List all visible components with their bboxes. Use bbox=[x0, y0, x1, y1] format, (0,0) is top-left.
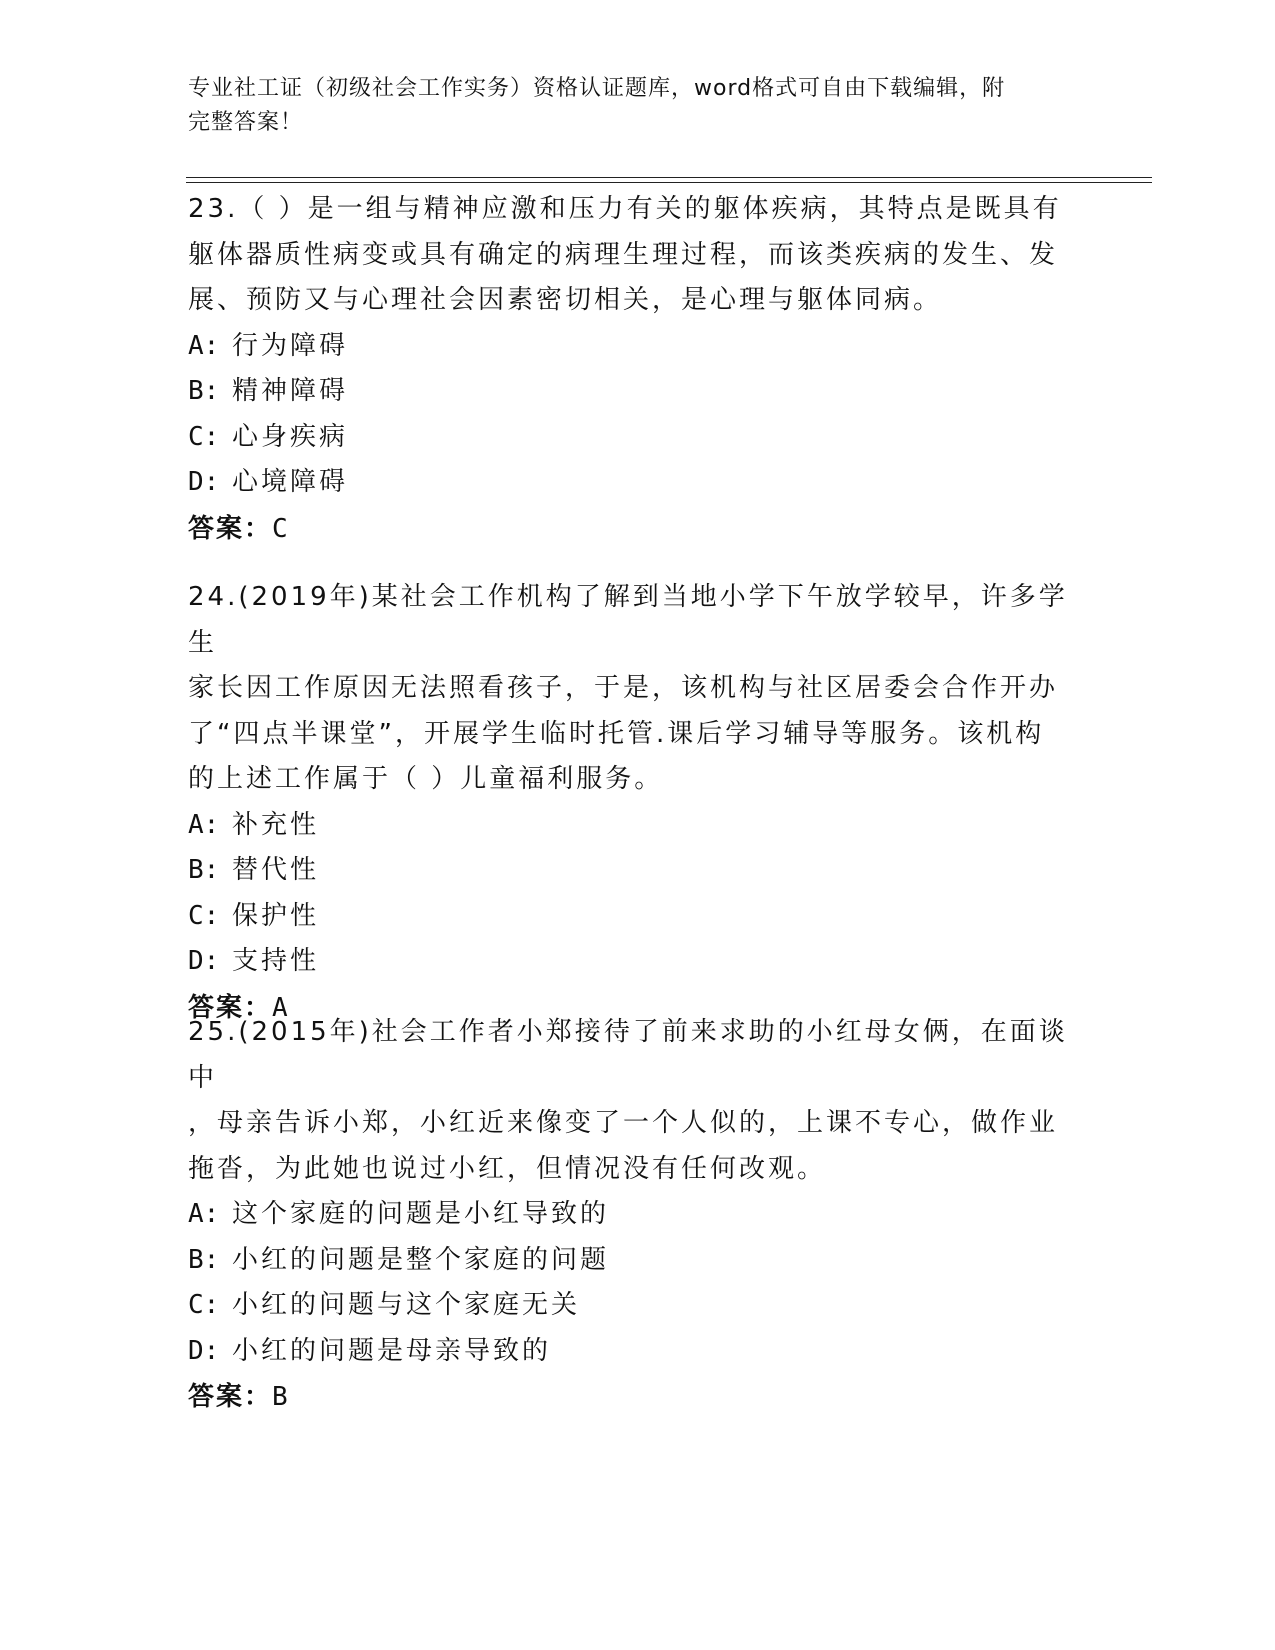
header-divider-bottom bbox=[186, 182, 1152, 183]
option-letter: D: bbox=[188, 1335, 220, 1366]
option-letter: C: bbox=[188, 1290, 220, 1320]
option-letter: B: bbox=[188, 376, 220, 406]
question-line: 家长因工作原因无法照看孩子，于是，该机构与社区居委会合作开办 bbox=[188, 673, 1059, 703]
answer-value: C bbox=[272, 513, 288, 544]
option-letter: A: bbox=[188, 330, 220, 361]
header-line-1: 专业社工证（初级社会工作实务）资格认证题库，word格式可自由下载编辑，附 bbox=[188, 76, 1006, 101]
option-c bbox=[188, 894, 1088, 940]
option-d bbox=[188, 939, 1088, 985]
option-letter: B: bbox=[188, 1244, 220, 1275]
question-line: 拖沓，为此她也说过小红，但情况没有任何改观。 bbox=[188, 1153, 827, 1184]
header-divider-top bbox=[186, 177, 1152, 178]
option-d bbox=[188, 1329, 1088, 1375]
option-text: 保护性 bbox=[232, 900, 320, 931]
option-text: 行为障碍 bbox=[232, 330, 349, 361]
header-line-2: 完整答案！ bbox=[188, 110, 304, 135]
answer-value: B bbox=[272, 1382, 288, 1412]
question-25 bbox=[188, 1010, 1088, 1420]
question-line: 的上述工作属于（ ）儿童福利服务。 bbox=[188, 764, 664, 794]
option-text: 这个家庭的问题是小红导致的 bbox=[232, 1199, 610, 1229]
option-text: 小红的问题是母亲导致的 bbox=[232, 1335, 552, 1366]
option-b bbox=[188, 1238, 1088, 1284]
option-text: 支持性 bbox=[232, 946, 320, 976]
option-a bbox=[188, 324, 1088, 370]
option-a bbox=[188, 1192, 1088, 1238]
option-letter: B: bbox=[188, 855, 220, 885]
answer bbox=[188, 506, 1088, 552]
option-letter: C: bbox=[188, 421, 220, 452]
question-line: 23.（ ）是一组与精神应激和压力有关的躯体疾病，其特点是既具有 bbox=[188, 194, 1062, 224]
option-text: 心境障碍 bbox=[232, 467, 349, 497]
answer-label: 答案： bbox=[188, 1382, 273, 1412]
answer-label: 答案： bbox=[188, 992, 273, 1023]
option-a bbox=[188, 803, 1088, 849]
option-letter: A: bbox=[188, 1199, 220, 1229]
question-line: 了“四点半课堂”，开展学生临时托管.课后学习辅导等服务。该机构 bbox=[188, 718, 1045, 749]
option-b bbox=[188, 369, 1088, 415]
option-letter: D: bbox=[188, 946, 220, 976]
option-b bbox=[188, 848, 1088, 894]
option-text: 替代性 bbox=[232, 855, 320, 885]
question-line: ，母亲告诉小郑，小红近来像变了一个人似的，上课不专心，做作业 bbox=[188, 1108, 1059, 1138]
question-24 bbox=[188, 575, 1088, 1031]
option-text: 补充性 bbox=[232, 809, 320, 840]
question-line: 躯体器质性病变或具有确定的病理生理过程，而该类疾病的发生、发 bbox=[188, 239, 1059, 270]
option-letter: D: bbox=[188, 467, 220, 497]
option-c bbox=[188, 1283, 1088, 1329]
option-c bbox=[188, 415, 1088, 461]
document-header bbox=[188, 72, 1068, 140]
question-line: 24.(2019年)某社会工作机构了解到当地小学下午放学较早，许多学生 bbox=[188, 582, 1068, 658]
question-line: 展、预防又与心理社会因素密切相关，是心理与躯体同病。 bbox=[188, 285, 943, 315]
answer-value: A bbox=[272, 992, 288, 1023]
option-text: 精神障碍 bbox=[232, 376, 349, 406]
question-23 bbox=[188, 187, 1088, 552]
option-d bbox=[188, 460, 1088, 506]
option-text: 小红的问题是整个家庭的问题 bbox=[232, 1244, 610, 1275]
option-text: 小红的问题与这个家庭无关 bbox=[232, 1290, 581, 1320]
answer bbox=[188, 1374, 1088, 1420]
question-line: 25.(2015年)社会工作者小郑接待了前来求助的小红母女俩，在面谈中 bbox=[188, 1017, 1068, 1093]
answer-label: 答案： bbox=[188, 513, 273, 544]
option-text: 心身疾病 bbox=[232, 421, 349, 452]
option-letter: A: bbox=[188, 809, 220, 840]
option-letter: C: bbox=[188, 900, 220, 931]
